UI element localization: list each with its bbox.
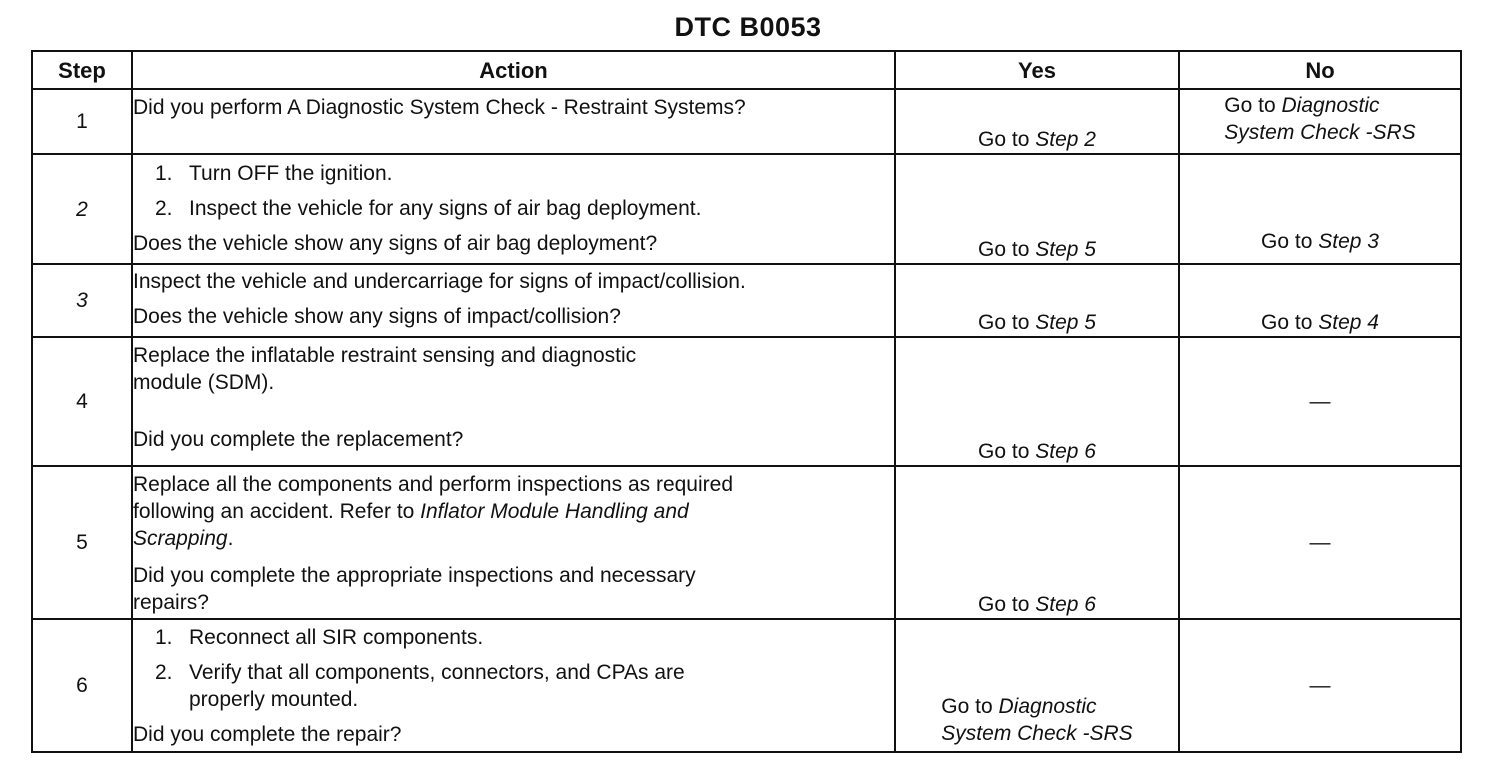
yes-step-ref: Step 5 [1035, 311, 1096, 334]
list-item: 1. Turn OFF the ignition. [155, 162, 393, 185]
action-question: Did you complete the replacement? [133, 428, 464, 451]
yes-step-ref: Step 2 [1035, 128, 1096, 151]
action-text: Did you perform A Diagnostic System Check - Restraint Systems? [133, 96, 746, 119]
table-row [32, 264, 1461, 337]
no-cell [1179, 89, 1461, 154]
table-header-row [32, 51, 1461, 89]
action-cell [132, 89, 895, 154]
no-ref-line2: System Check -SRS [1224, 121, 1416, 144]
no-cell: Go to Step 3 [1179, 154, 1461, 264]
action-text: Inspect the vehicle and undercarriage for signs of impact/collision. [133, 270, 746, 293]
no-step-ref: Step 4 [1318, 311, 1379, 334]
yes-step-ref: Step 5 [1035, 238, 1096, 261]
no-ref-line1: Diagnostic [1281, 94, 1380, 117]
dtc-table [31, 50, 1462, 753]
table-row [32, 154, 1461, 264]
no-dash: — [1309, 674, 1331, 697]
header-action: Action [132, 51, 895, 89]
action-cell [132, 264, 895, 337]
yes-cell: Go to Step 6 [895, 466, 1179, 619]
yes-cell: Go to Diagnostic System Check -SRS [895, 619, 1179, 752]
action-question: Did you complete the repair? [133, 723, 402, 746]
action-cell [132, 154, 895, 264]
table-row [32, 466, 1461, 619]
no-cell [1179, 337, 1461, 466]
yes-step-ref: Step 6 [1035, 593, 1096, 616]
action-cell: Replace all the components and perform inspections as required following an accident. Refer to Inflator Module Handling and Scrapping. Did you complete the appropriate inspections and necessary repairs? [132, 466, 895, 619]
step-number: 2 [32, 154, 132, 264]
yes-cell: Go to Step 5 [895, 264, 1179, 337]
table-row [32, 619, 1461, 752]
action-question: Does the vehicle show any signs of air bag deployment? [133, 232, 658, 255]
action-text: module (SDM). [133, 371, 275, 394]
reference-title: Inflator Module Handling and [420, 500, 689, 523]
yes-ref-line1: Diagnostic [998, 695, 1097, 718]
list-item: 2. Verify that all components, connectors, and CPAs are properly mounted. [155, 661, 685, 711]
step-number: 1 [32, 89, 132, 154]
yes-prefix: Go to [978, 128, 1036, 151]
action-cell [132, 619, 895, 752]
yes-cell [895, 89, 1179, 154]
header-step: Step [32, 51, 132, 89]
no-dash: — [1309, 531, 1331, 554]
yes-ref-line2: System Check -SRS [941, 722, 1133, 745]
action-question: repairs? [133, 591, 209, 614]
no-cell [1179, 466, 1461, 619]
step-number: 3 [32, 264, 132, 337]
header-no: No [1179, 51, 1461, 89]
yes-cell: Go to Step 5 [895, 154, 1179, 264]
action-text: Replace the inflatable restraint sensing and diagnostic [133, 344, 637, 367]
no-cell [1179, 619, 1461, 752]
yes-cell: Go to Step 6 [895, 337, 1179, 466]
action-text: Replace all the components and perform inspections as required [133, 473, 734, 496]
list-item: 2. Inspect the vehicle for any signs of air bag deployment. [155, 197, 702, 220]
action-question: Does the vehicle show any signs of impact/collision? [133, 305, 621, 328]
yes-step-ref: Step 6 [1035, 440, 1096, 463]
table-row [32, 89, 1461, 154]
step-number: 4 [32, 337, 132, 466]
step-number: 6 [32, 619, 132, 752]
no-dash: — [1309, 390, 1331, 413]
action-question: Did you complete the appropriate inspections and necessary [133, 564, 696, 587]
reference-title: Scrapping [133, 527, 228, 550]
step-number: 5 [32, 466, 132, 619]
list-item: 1. Reconnect all SIR components. [155, 626, 484, 649]
table-row [32, 337, 1461, 466]
action-cell [132, 337, 895, 466]
document-title: DTC B0053 [674, 12, 822, 42]
no-cell: Go to Step 4 [1179, 264, 1461, 337]
no-prefix: Go to [1224, 94, 1282, 117]
header-yes: Yes [895, 51, 1179, 89]
no-step-ref: Step 3 [1318, 230, 1379, 253]
